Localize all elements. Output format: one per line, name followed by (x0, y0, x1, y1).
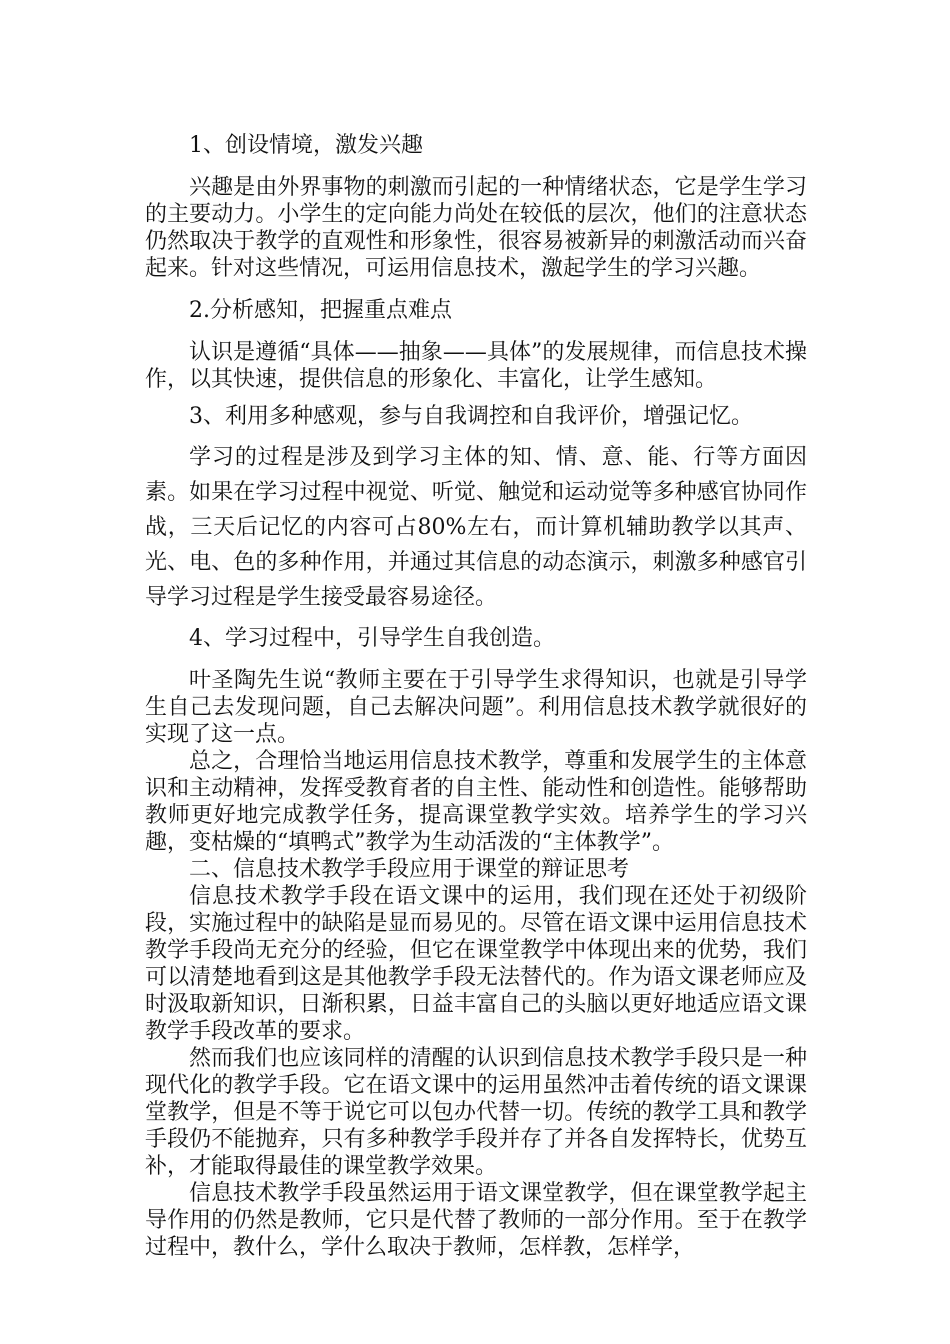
paragraph-cognition: 认识是遵循“具体——抽象——具体”的发展规律，而信息技术操作，以其快速，提供信息的形象化、丰富化，让学生感知。 (145, 340, 807, 392)
section-heading-part-2: 二、信息技术教学手段应用于课堂的辩证思考 (189, 857, 630, 882)
section-heading-2: 2.分析感知，把握重点难点 (189, 298, 452, 323)
paragraph-teacher-role: 信息技术教学手段虽然运用于语文课堂教学，但在课堂教学起主导作用的仍然是教师，它只是代替了教师的一部分作用。至于在教学过程中，教什么，学什么取决于教师，怎样教，怎样学， (145, 1181, 807, 1260)
document-body (145, 132, 807, 1261)
paragraph-summary: 总之，合理恰当地运用信息技术教学，尊重和发展学生的主体意识和主动精神，发挥受教育者的自主性、能动性和创造性。能够帮助教师更好地完成教学任务，提高课堂教学实效。培养学生的学习兴趣，变枯燥的“填鸭式”教学为生动活泼的“主体教学”。 (145, 749, 807, 855)
section-heading-3: 3、利用多种感观，参与自我调控和自我评价，增强记忆。 (189, 404, 753, 429)
section-heading-1: 1、创设情境，激发兴趣 (189, 133, 423, 158)
paragraph-stage: 信息技术教学手段在语文课中的运用，我们现在还处于初级阶段，实施过程中的缺陷是显而易见的。尽管在语文课中运用信息技术教学手段尚无充分的经验，但它在课堂教学中体现出来的优势，我们可以清楚地看到这是其他教学手段无法替代的。作为语文课老师应及时汲取新知识，日渐积累，日益丰富自己的头脑以更好地适应语文课教学手段改革的要求。 (145, 884, 807, 1044)
paragraph-senses: 学习的过程是涉及到学习主体的知、情、意、能、行等方面因素。如果在学习过程中视觉、听觉、触觉和运动觉等多种感官协同作战，三天后记忆的内容可占80%左右，而计算机辅助教学以其声、光、电、色的多种作用，并通过其信息的动态演示，刺激多种感官引导学习过程是学生接受最容易途径。 (145, 445, 807, 610)
paragraph-ye-shengtao: 叶圣陶先生说“教师主要在于引导学生求得知识，也就是引导学生自己去发现问题，自己去解决问题”。利用信息技术教学就很好的实现了这一点。 (145, 668, 807, 747)
paragraph-awareness: 然而我们也应该同样的清醒的认识到信息技术教学手段只是一种现代化的教学手段。它在语文课中的运用虽然冲击着传统的语文课课堂教学，但是不等于说它可以包办代替一切。传统的教学工具和教学手段仍不能抛弃，只有多种教学手段并存了并各自发挥特长，优势互补，才能取得最佳的课堂教学效果。 (145, 1046, 807, 1179)
paragraph-interest: 兴趣是由外界事物的刺激而引起的一种情绪状态，它是学生学习的主要动力。小学生的定向能力尚处在较低的层次，他们的注意状态仍然取决于教学的直观性和形象性，很容易被新异的刺激活动而兴奋起来。针对这些情况，可运用信息技术，激起学生的学习兴趣。 (145, 175, 807, 281)
section-heading-4: 4、学习过程中，引导学生自我创造。 (189, 626, 555, 651)
